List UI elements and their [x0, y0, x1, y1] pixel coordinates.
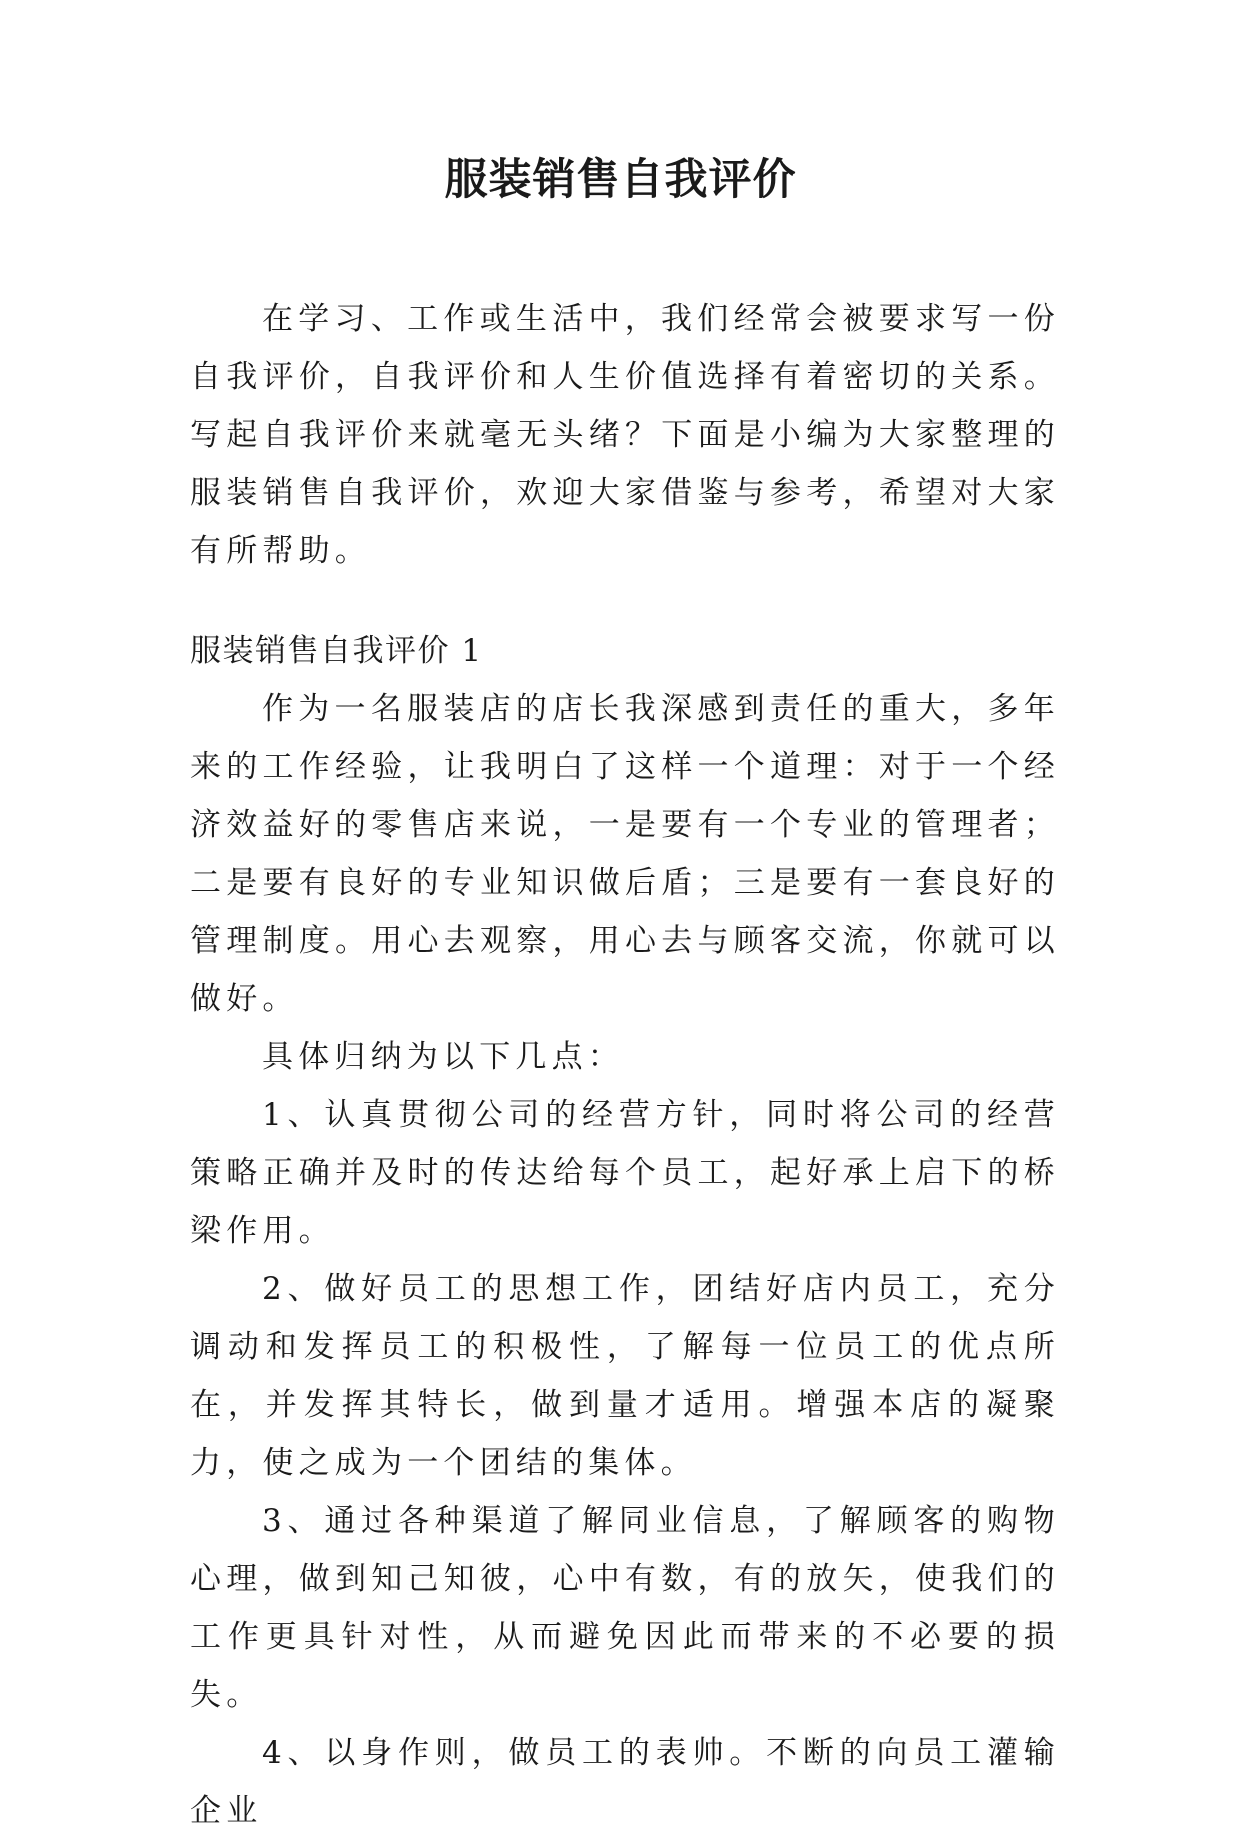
- paragraph-point-4: 4、以身作则，做员工的表帅。不断的向员工灌输企业: [190, 1735, 1060, 1829]
- paragraph-point-2: 2、做好员工的思想工作，团结好店内员工，充分调动和发挥员工的积极性，了解每一位员工的优点所在，并发挥其特长，做到量才适用。增强本店的凝聚力，使之成为一个团结的集体。: [190, 1271, 1060, 1481]
- paragraph-role-overview: 作为一名服装店的店长我深感到责任的重大，多年来的工作经验，让我明白了这样一个道理：对于一个经济效益好的零售店来说，一是要有一个专业的管理者；二是要有良好的专业知识做后盾；三是要有一套良好的管理制度。用心去观察，用心去与顾客交流，你就可以做好。: [190, 691, 1060, 1017]
- document-body: [190, 290, 1060, 1840]
- paragraph-summary-lead: 具体归纳为以下几点：: [262, 1039, 624, 1075]
- section-heading: 服装销售自我评价 1: [190, 633, 483, 669]
- document-title: 服装销售自我评价: [444, 155, 797, 205]
- intro-paragraph: 在学习、工作或生活中，我们经常会被要求写一份自我评价，自我评价和人生价值选择有着密切的关系。写起自我评价来就毫无头绪？下面是小编为大家整理的服装销售自我评价，欢迎大家借鉴与参考，希望对大家有所帮助。: [190, 301, 1060, 569]
- paragraph-point-1: 1、认真贯彻公司的经营方针，同时将公司的经营策略正确并及时的传达给每个员工，起好承上启下的桥梁作用。: [190, 1097, 1060, 1249]
- paragraph-point-3: 3、通过各种渠道了解同业信息，了解顾客的购物心理，做到知己知彼，心中有数，有的放矢，使我们的工作更具针对性，从而避免因此而带来的不必要的损失。: [190, 1503, 1060, 1713]
